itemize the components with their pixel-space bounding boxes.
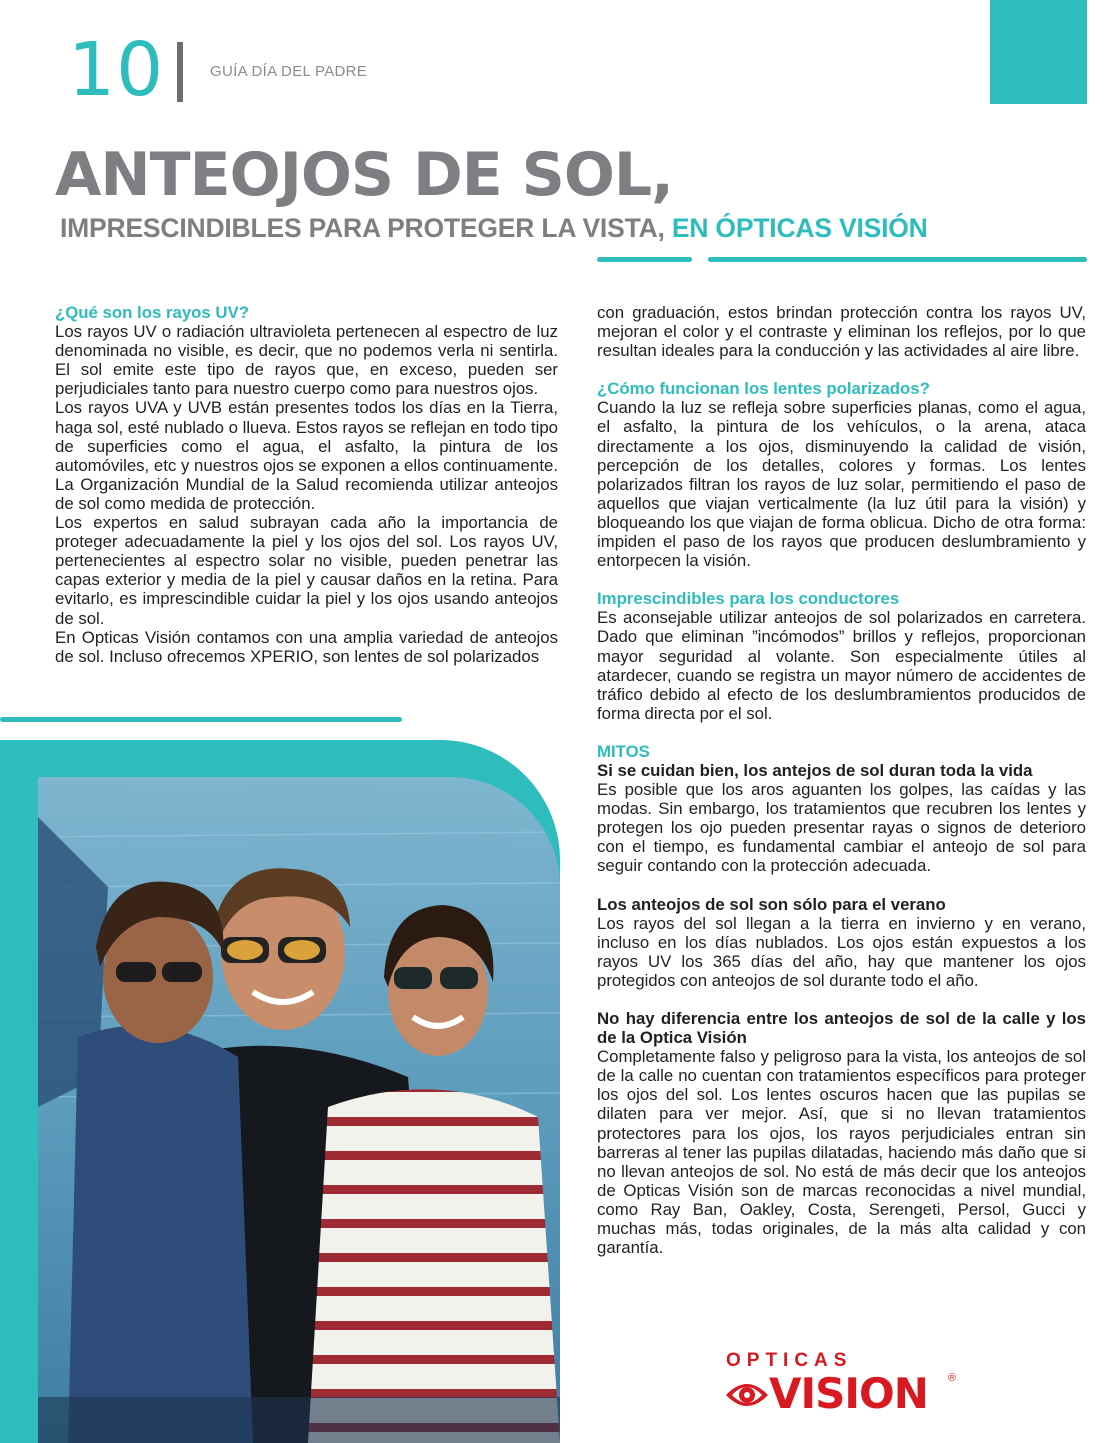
logo-top-text: OPTICAS bbox=[726, 1350, 853, 1371]
article-subtitle bbox=[60, 210, 928, 246]
heading-uv-rays: ¿Qué son los rayos UV? bbox=[55, 303, 249, 322]
left-column bbox=[55, 303, 558, 666]
right-column bbox=[597, 303, 1086, 1257]
paragraph: Los rayos UVA y UVB están presentes todos los días en la Tierra, haga sol, esté nublado o llueva. Estos rayos se reflejan en todo tipo de superficies como el agua, el asfalto, la pintura de los automóviles, etc y nuestros ojos se exponen a ellos continuamente. La Organización Mundial de la Salud recomienda utilizar anteojos de sol como medida de protección. bbox=[55, 398, 558, 513]
left-column-rule bbox=[0, 717, 402, 722]
opticas-vision-logo bbox=[724, 1350, 964, 1430]
eye-icon bbox=[724, 1375, 770, 1415]
paragraph: Es posible que los aros aguanten los golpes, las caídas y las modas. Sin embargo, los tratamientos que recubren los lentes y protegen los ojo pueden presentar rayas o signos de deterioro con el tiempo, es fundamental cambiar el anteojo de sol para seguir contando con la protección adecuada. bbox=[597, 780, 1086, 876]
paragraph: Los rayos UV o radiación ultravioleta pertenecen al espectro de luz denominada no visible, es decir, que no podemos verla ni sentirla. El sol emite este tipo de rayos que, en exceso, pueden ser perjudiciales tanto para nuestro cuerpo como para nuestros ojos. bbox=[55, 322, 558, 399]
article-title: ANTEOJOS DE SOL, bbox=[55, 140, 673, 210]
heading-myths: MITOS bbox=[597, 741, 650, 761]
subtitle-main: IMPRESCINDIBLES PARA PROTEGER LA VISTA, bbox=[60, 213, 672, 243]
family-photo bbox=[38, 777, 560, 1443]
corner-accent-block bbox=[990, 0, 1087, 104]
heading-polarized: ¿Cómo funcionan los lentes polarizados? bbox=[597, 379, 930, 399]
spacer bbox=[597, 876, 1086, 895]
header-divider bbox=[177, 42, 183, 102]
registered-mark: ® bbox=[948, 1372, 957, 1384]
heading-drivers: Imprescindibles para los conductores bbox=[597, 589, 900, 609]
paragraph: Cuando la luz se refleja sobre superficies planas, como el agua, el asfalto, la pintura de los vehículos, o la arena, ataca directamente a los ojos, disminuyendo la calidad de visión, percepción de los detalles, colores y formas. Los lentes polarizados filtran los rayos de luz solar, permitiendo el paso de aquellos que viajan verticalmente (la luz útil para la visión) y bloqueando los que viajan de forma oblicua. Dicho de otra forma: impiden el paso de los rayos que producen deslumbramiento y entorpecen la visión. bbox=[597, 398, 1086, 571]
spacer bbox=[597, 360, 1086, 379]
paragraph: Es aconsejable utilizar anteojos de sol polarizados en carretera. Dado que eliminan ”incómodos” brillos y reflejos, proporcionan mayor seguridad al volante. Son especialmente útiles al atardecer, cuando se registra un mayor número de accidentes de tráfico debido al efecto de los deslumbramientos producidos de forma directa por el sol. bbox=[597, 608, 1086, 723]
title-rule-short bbox=[597, 257, 692, 262]
myth-title: No hay diferencia entre los anteojos de sol de la calle y los de la Optica Visión bbox=[597, 1009, 1086, 1048]
section-label: GUÍA DÍA DEL PADRE bbox=[210, 63, 368, 80]
page-number: 10 bbox=[68, 27, 165, 113]
spacer bbox=[597, 723, 1086, 742]
myth-title: Si se cuidan bien, los antejos de sol duran toda la vida bbox=[597, 760, 1033, 780]
myth-title: Los anteojos de sol son sólo para el verano bbox=[597, 894, 946, 914]
subtitle-accent: EN ÓPTICAS VISIÓN bbox=[671, 213, 928, 243]
title-rule-long bbox=[708, 257, 1087, 262]
family-photo-illustration bbox=[38, 777, 560, 1443]
paragraph: En Opticas Visión contamos con una amplia variedad de anteojos de sol. Incluso ofrecemos XPERIO, son lentes de sol polarizados bbox=[55, 627, 558, 666]
paragraph: Los expertos en salud subrayan cada año la importancia de proteger adecuadamente la piel y los ojos del sol. Los rayos UV, pertenecientes al espectro solar no visible, pueden penetrar las capas exterior y media de la piel y causar daños en la retina. Para evitarlo, es imprescindible cuidar la piel y los ojos usando anteojos de sol. bbox=[55, 513, 558, 628]
paragraph: Los rayos del sol llegan a la tierra en invierno y en verano, incluso en los días nublados. Los ojos están expuestos a los rayos UV los 365 días del año, hay que mantener los ojos protegidos con anteojos de sol durante todo el año. bbox=[597, 913, 1086, 990]
paragraph: Completamente falso y peligroso para la vista, los anteojos de sol de la calle no cuentan con tratamientos específicos para proteger los ojos del sol. Los lentes oscuros hacen que las pupilas se dilaten para ver mejor. Así, que si no llevan tratamientos protectores para los ojos, los rayos perjudiciales entran sin barreras al tener las pupilas dilatadas, haciendo más daño que si no llevan anteojos de sol. No está de más decir que los anteojos de Opticas Visión son de marcas reconocidas a nivel mundial, como Ray Ban, Oakley, Costa, Serengeti, Persol, Gucci y muchas más, todas originales, de la más alta calidad y con garantía. bbox=[597, 1047, 1086, 1258]
logo-wordmark: VISION bbox=[769, 1369, 928, 1418]
spacer bbox=[597, 570, 1086, 589]
paragraph: con graduación, estos brindan protección contra los rayos UV, mejoran el color y el contraste y eliminan los reflejos, por lo que resultan ideales para la conducción y las actividades al aire libre. bbox=[597, 303, 1086, 361]
spacer bbox=[597, 990, 1086, 1009]
